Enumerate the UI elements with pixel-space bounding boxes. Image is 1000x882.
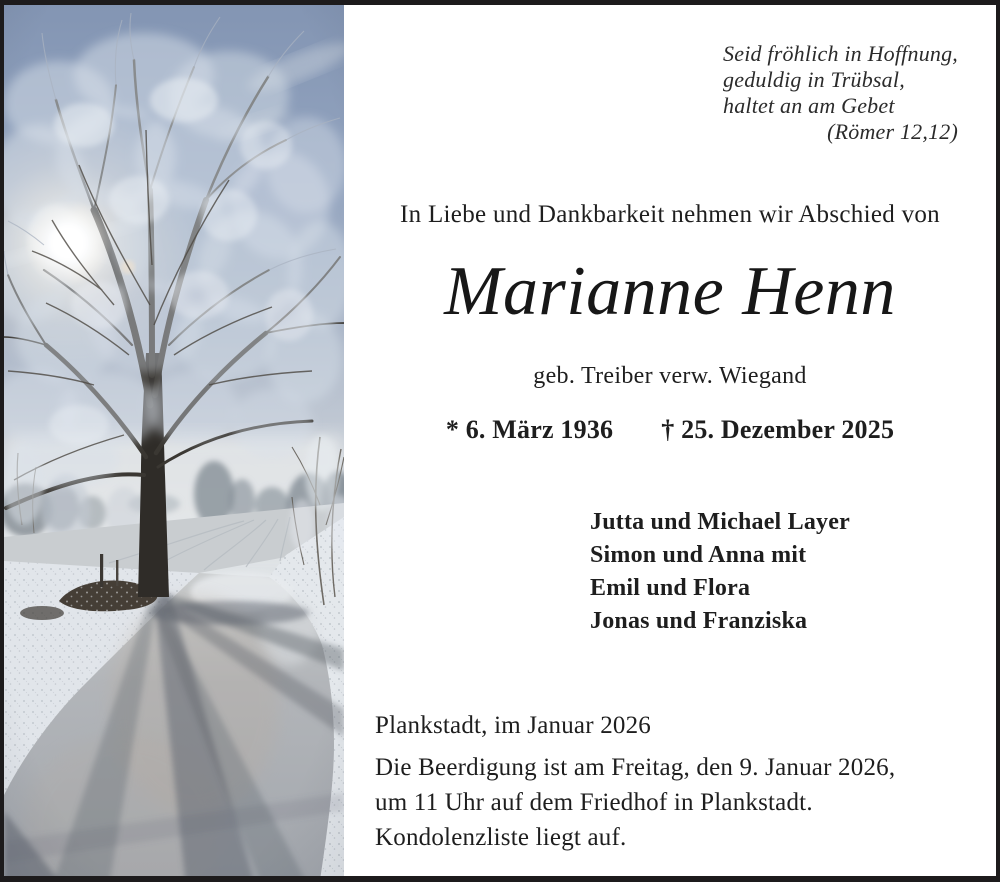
place-and-date: Plankstadt, im Januar 2026 [375, 712, 652, 739]
life-dates [344, 415, 996, 445]
winter-scene [4, 5, 344, 876]
mourner-line: Simon und Anna mit [590, 542, 807, 568]
quote-source: (Römer 12,12) [827, 119, 958, 144]
mourner-line: Jutta und Michael Layer [590, 509, 850, 535]
winter-tree-photo [4, 5, 344, 876]
maiden-name: geb. Treiber verw. Wiegand [533, 363, 807, 389]
mourners-list [590, 506, 850, 638]
closing-block [375, 708, 895, 855]
scripture-quote [723, 41, 958, 145]
mourner-line: Emil und Flora [590, 575, 751, 601]
obituary-text-panel [344, 5, 996, 876]
mourner-line: Jonas und Franziska [590, 608, 808, 634]
deceased-name: Marianne Henn [444, 253, 896, 330]
death-date: † 25. Dezember 2025 [661, 415, 895, 444]
quote-line: geduldig in Trübsal, [723, 67, 905, 92]
quote-line: Seid fröhlich in Hoffnung, [723, 41, 958, 66]
funeral-info-line: um 11 Uhr auf dem Friedhof in Plankstadt. [375, 789, 813, 816]
quote-line: haltet an am Gebet [723, 93, 895, 118]
funeral-info-line: Die Beerdigung ist am Freitag, den 9. Januar 2026, [375, 754, 896, 781]
funeral-info-line: Kondolenzliste liegt auf. [375, 824, 627, 851]
farewell-intro: In Liebe und Dankbarkeit nehmen wir Abschied von [400, 201, 940, 228]
birth-date: * 6. März 1936 [445, 415, 614, 444]
